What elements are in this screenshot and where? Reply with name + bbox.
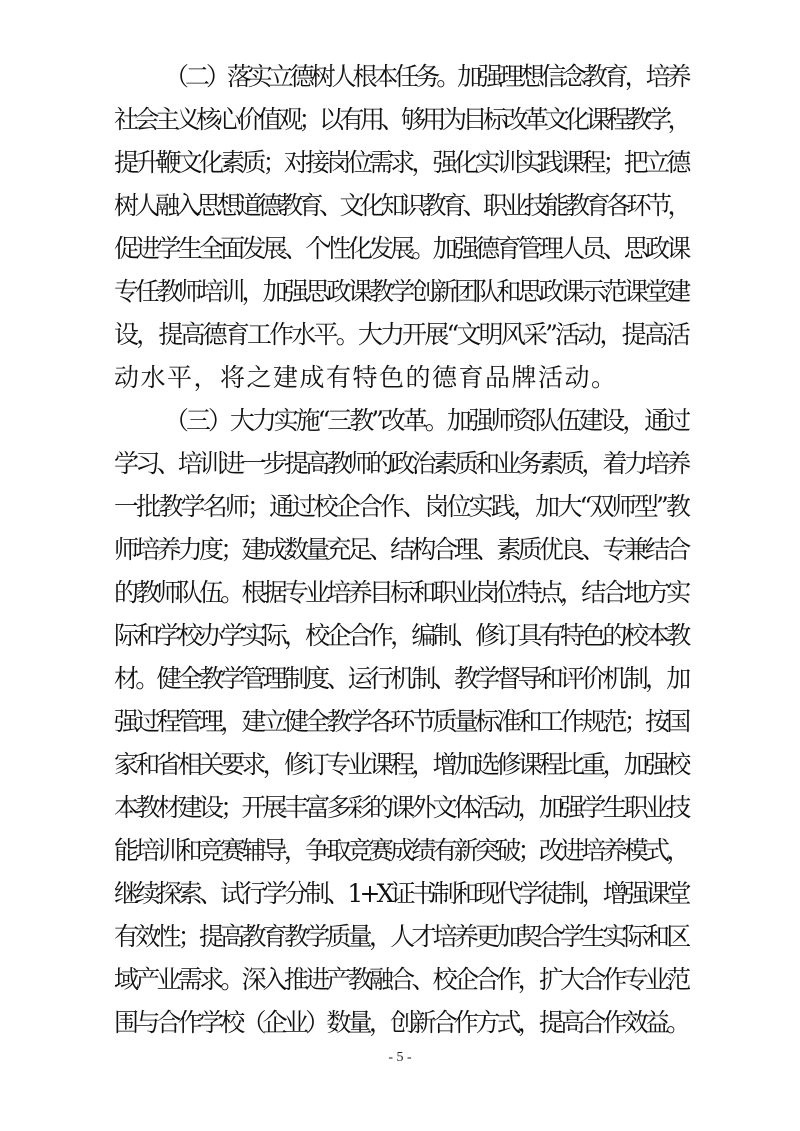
- text-line: 设，提高德育工作水平。大力开展“文明风采”活动，提高活: [114, 320, 689, 349]
- text-line: 有效性；提高教育教学质量，人才培养更加契合学生实际和区: [114, 922, 688, 951]
- text-line: 际和学校办学实际，校企合作，编制、修订具有特色的校本教: [114, 621, 688, 650]
- text-line: 一批教学名师；通过校企合作、岗位实践，加大“双师型”教: [114, 492, 689, 521]
- text-line: 提升鞭文化素质；对接岗位需求，强化实训实践课程；把立德: [114, 148, 688, 177]
- text-line: 树人融入思想道德教育、文化知识教育、职业技能教育各环节，: [114, 191, 689, 220]
- text-line: 的教师队伍。根据专业培养目标和职业岗位特点，结合地方实: [114, 578, 688, 607]
- text-line: 能培训和竞赛辅导，争取竞赛成绩有新突破；改进培养模式，: [114, 836, 688, 865]
- page-number: - 5 -: [388, 1050, 412, 1065]
- text-line: 本教材建设；开展丰富多彩的课外文体活动，加强学生职业技: [114, 793, 688, 822]
- text-line: 师培养力度；建成数量充足、结构合理、素质优良、专兼结合: [114, 535, 688, 564]
- text-line: 家和省相关要求，修订专业课程，增加选修课程比重，加强校: [114, 750, 688, 779]
- text-line: 动水平，将之建成有特色的德育品牌活动。: [114, 363, 618, 392]
- text-line: 社会主义核心价值观；以有用、够用为目标改革文化课程教学，: [114, 105, 689, 134]
- text-line: 强过程管理，建立健全教学各环节质量标准和工作规范；按国: [114, 707, 688, 736]
- text-line: 围与合作学校（企业）数量，创新合作方式，提高合作效益。: [114, 1008, 688, 1037]
- text-line: （二）落实立德树人根本任务。加强理想信念教育，培养: [164, 62, 688, 91]
- text-line: 促进学生全面发展、个性化发展。加强德育管理人员、思政课: [114, 234, 688, 263]
- text-line: 继续探索、试行学分制、1+X证书制和现代学徒制，增强课堂: [114, 879, 688, 908]
- text-line: 专任教师培训，加强思政课教学创新团队和思政课示范课堂建: [114, 277, 688, 306]
- text-line: 域产业需求。深入推进产教融合、校企合作，扩大合作专业范: [114, 965, 688, 994]
- text-line: 学习、培训进一步提高教师的政治素质和业务素质，着力培养: [114, 449, 688, 478]
- text-line: 材。健全教学管理制度、运行机制、教学督导和评价机制，加: [114, 664, 688, 693]
- text-line: （三）大力实施“三教”改革。加强师资队伍建设，通过: [164, 406, 689, 435]
